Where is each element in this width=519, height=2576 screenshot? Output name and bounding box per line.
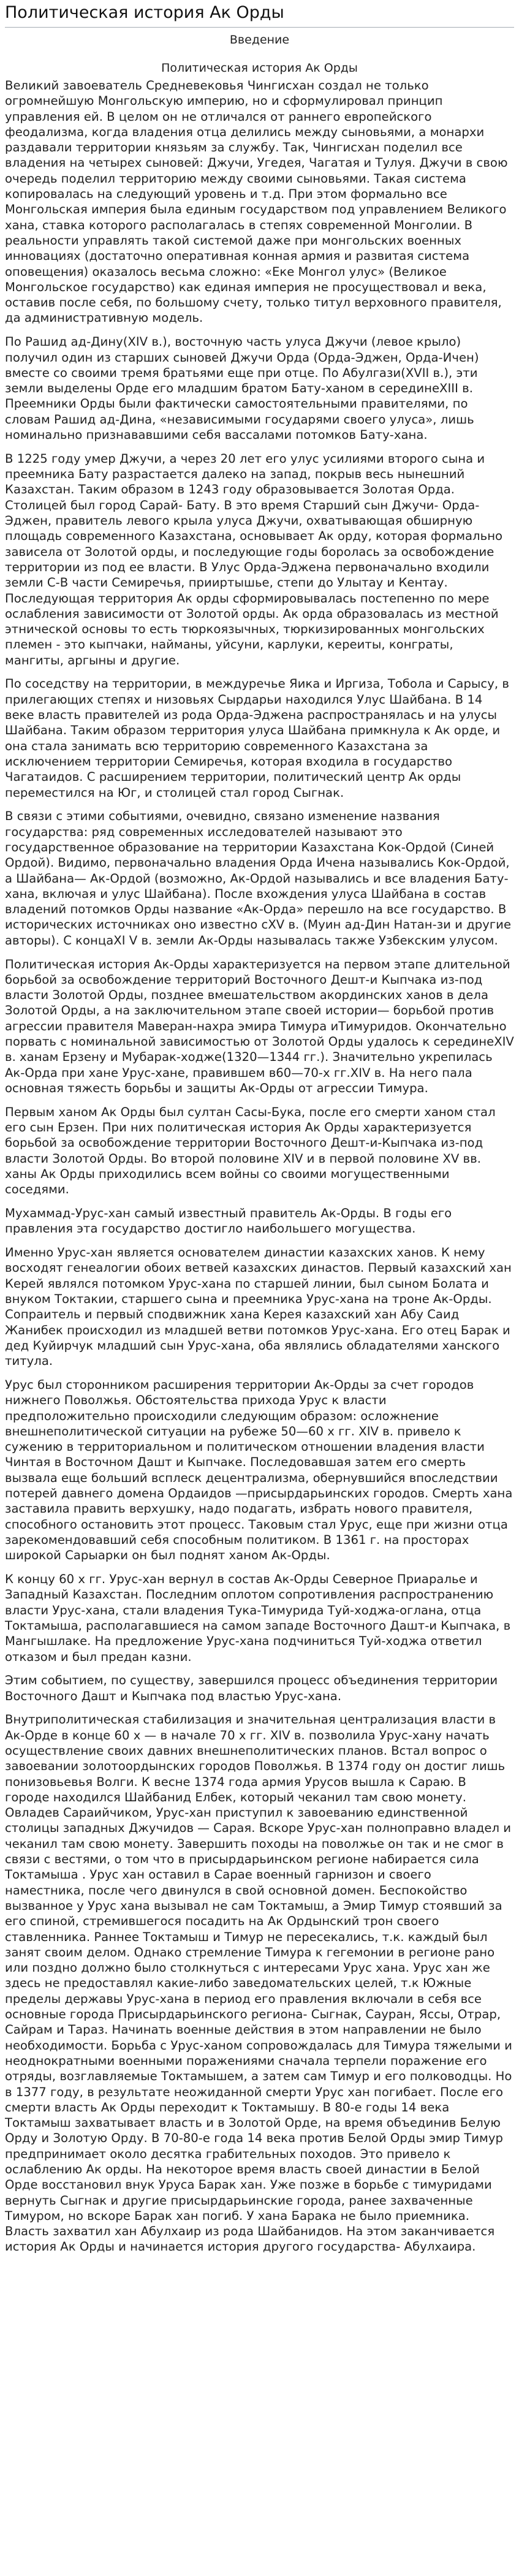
paragraph: Именно Урус-хан является основателем династии казахских ханов. К нему восходят генеалогии обоих ветвей казахских династов. Первый казахский хан Керей являлся потомком Урус-хана по старшей линии, был сыном Болата и внуком Токтакии, старшего сына и преемника Урус-хана на троне Ак-Орды. Сопраитель и первый сподвижник хана Керея казахский хан Абу Саид Жанибек происходил из младшей ветви потомков Урус-хана. Его отец Барак и дед Куйирчук младший сын Урус-хана, оба являлись обладателями ханского титула.: [5, 1245, 512, 1369]
paragraph: Мухаммад-Урус-хан самый известный правитель Ак-Орды. В годы его правления эта государство достигло наибольшего могущества.: [5, 1206, 452, 1236]
article-subheading: Политическая история Ак Орды: [161, 61, 358, 75]
paragraph: Первым ханом Ак Орды был султан Сасы-Бука, после его смерти ханом стал его сын Ерзен. При них политическая история Ак Орды характеризуется борьбой за освобождение территории Восточного Дешт-и-Кыпчака из-под власти Золотой Орды. Во второй половине XIV и в первой половине XV вв. ханы Ак Орды приходились всем войны со своими могущественными соседями.: [5, 1104, 496, 1197]
paragraph: К концу 60 х гг. Урус-хан вернул в состав Ак-Орды Северное Приаралье и Западный Казахстан. Последним оплотом сопротивления распространению власти Урус-хана, стали владения Тука-Тимурида Туй-ходжа-оглана, отца Токтамыша, располагавшиеся на самом западе Восточного Дашт-и Кыпчака, в Мангышлаке. На предложение Урус-хана подчиниться Туй-ходжа ответил отказом и был предан казни.: [5, 1572, 511, 1664]
article-body: [5, 61, 514, 2255]
section-heading-introduction: Введение: [229, 33, 290, 47]
paragraph: Внутриполитическая стабилизация и значительная централизация власти в Ак-Орде в конце 60 х — в начале 70 х гг. XIV в. позволила Урус-хану начать осуществление своих давних внешнеполитических планов. Встал вопрос о завоевании золотоордынских городов Поволжья. В 1374 году он достиг лишь понизовьевья Волги. К весне 1374 года армия Урусов вышла к Сараю. В городе находился Шайбанид Елбек, который чеканил там свою монету. Овладев Сараийчиком, Урус-хан приступил к завоеванию единственной столицы западных Джучидов — Сарая. Вскоре Урус-хан полноправно владел и чеканил там свою монету. Завершить походы на поволжье он так и не смог в связи с вестями, о том что в присырдарьинском регионе набирается сила Токтамыша . Урус хан оставил в Сарае военный гарнизон и своего наместника, после чего двинулся в свой основной домен. Беспокойство вызванное у Урус хана вызывал не сам Токтамыш, а Эмир Тимур стоявший за его спиной, стремившегося посадить на Ак Ордынский трон своего ставленника. Раннее Токтамыш и Тимур не пересекались, т.к. каждый был занят своим делом. Однако стремление Тимура к гегемонии в регионе рано или поздно должно было столкнуться с интересами Урус хана. Урус хан же здесь не предоставлял какие-либо заведомательских целей, т.к Южные пределы державы Урус-хана в период его правления включали в себя все основные города Присырдарьинского региона- Сыгнак, Сауран, Яссы, Отрар, Сайрам и Тараз. Начинать военные действия в этом направлении не было необходимости. Борьба с Урус-ханом сопровождалась для Тимура тяжелыми и неоднократными военными поражениями сначала терпели поражение его отряды, возглавляемые Токтамышем, а затем сам Тимур и его полководцы. Но в 1377 году, в результате неожиданной смерти Урус хан погибает. После его смерти власть Ак Орды переходит к Токтамышу. В 80-е годы 14 века Токтамыш захватывает власть и в Золотой Орде, на время объединив Белую Орду и Золотую Орду. В 70-80-е года 14 века против Белой Орды эмир Тимур предпринимает около десятка грабительных походов. Это привело к ослаблению Ак орды. На некоторое время власть своей династии в Белой Орде восстановил внук Уруса Барак хан. Уже позже в борьбе с тимуридами вернуть Сыгнак и другие присырдарьинские города, ранее захваченные Тимуром, но вскоре Барак хан погиб. У хана Барака не было приемника. Власть захватил хан Абулхаир из рода Шайбанидов. На этом заканчивается история Ак Орды и начинается история другого государства- Абулхаира.: [5, 1712, 512, 2254]
paragraph: По Рашид ад-Дину(XIV в.), восточную часть улуса Джучи (левое крыло) получил один из старших сыновей Джучи Орда (Орда-Эджен, Орда-Ичен) вместе со своими тремя братьями еще при отце. По Абулгази(XVII в.), эти земли выделены Орде его младшим братом Бату-ханом в серединеXIII в. Преемники Орды были фактически самостоятельными правителями, по словам Рашид ад-Дина, «независимыми государями своего улуса», лишь номинально признававшими себя вассалами потомков Бату-хана.: [5, 335, 479, 443]
paragraph: В связи с этими событиями, очевидно, связано изменение названия государства: ряд современных исследователей называют это государственное образование на территории Казахстана Кок-Ордой (Синей Ордой). Видимо, первоначально владения Орда Ичена назывались Кок-Ордой, а Шайбана— Ак-Ордой (возможно, Ак-Ордой назывались и все владения Бату-хана, включая и улус Шайбана). После вхождения улуса Шайбана в состав владений потомков Орды название «Ак-Орда» перешло на все государство. В исторических источниках оно известно сXV в. (Муин ад-Дин Натан-зи и другие авторы). С концаXI V в. земли Ак-Орды называлась также Узбекским улусом.: [5, 809, 512, 948]
paragraph: Великий завоеватель Средневековья Чингисхан создал не только огромнейшую Монгольскую империю, но и сформулировал принцип управления ей. В целом он не отличался от раннего европейского феодализма, когда владения отца делились между сыновьями, а монархи раздавали территории князьям за службу. Так, Чингисхан поделил все владения на четырех сыновей: Джучи, Угедея, Чагатая и Тулуя. Джучи в свою очередь поделил территорию между своими сыновьями. Такая система копировалась на следующий уровень и т.д. При этом формально все Монгольская империя была единым государством под управлением Великого хана, ставка которого располагалась в степях современной Монголии. В реальности управлять такой системой даже при монгольских военных инновациях (достаточно оперативная конная армия и развитая система оповещения) оказалось весьма сложно: «Еке Монгол улус» (Великое Монгольское государство) как единая империя не просуществовал и века, оставив после себя, по большому счету, только титул верховного правителя, да административную модель.: [5, 78, 508, 325]
page-title: Политическая история Ак Орды: [5, 0, 514, 28]
paragraph: По соседству на территории, в междуречье Яика и Иргиза, Тобола и Сарысу, в прилегающих степях и низовьях Сырдарьи находился Улус Шайбана. В 14 веке власть правителей из рода Орда-Эджена распространялась и на улусы Шайбана. Таким образом территория улуса Шайбана примкнула к Ак орде, и она стала занимать всю территорию современного Казахстана за исключением территории Семиречья, которая входила в государство Чагатаидов. С расширением территории, политический центр Ак орды переместился на Юг, и столицей стал город Сыгнак.: [5, 677, 509, 800]
paragraph: Этим событием, по существу, завершился процесс объединения территории Восточного Дашт и Кыпчака под властью Урус-хана.: [5, 1673, 498, 1703]
paragraph: В 1225 году умер Джучи, а через 20 лет его улус усилиями второго сына и преемника Бату разрастается далеко на запад, покрыв весь нынешний Казахстан. Таким образом в 1243 году образовывается Золотая Орда. Столицей был город Сарай- Бату. В это время Старший сын Джучи- Орда-Эджен, правитель левого крыла улуса Джучи, охватывающая обширную площадь современного Казахстана, основывает Ак орду, которая формально зависела от Золотой орды, и последующие годы боролась за освобождение территории из под ее власти. В Улус Орда-Эджена первоначально входили земли С-В части Семиречья, прииртышье, степи до Улытау и Кентау. Последующая территория Ак орды сформировывалась постепенно по мере ослабления зависимости от Золотой орды. Ак орда образовалась из местной этнической основы то есть тюркоязычных, тюркизированных монгольских племен - это кыпчаки, найманы, уйсуни, карлуки, кереиты, конграты, мангиты, аргыны и другие.: [5, 451, 503, 667]
paragraph: Политическая история Ак-Орды характеризуется на первом этапе длительной борьбой за освобождение территорий Восточного Дешт-и Кыпчака из-под власти Золотой Орды, позднее вмешательством акординских ханов в дела Золотой Орды, а на заключительном этапе своей истории— борьбой против агрессии правителя Маверан-нахра эмира Тимура иТимуридов. Окончательно порвать с номинальной зависимостью от Золотой Орды удалось к серединеXIV в. ханам Ерзену и Мубарак-ходже(1320—1344 гг.). Значительно укрепилась Ак-Орда при хане Урус-хане, правившем в60—70-х гг.XIV в. На него пала основная тяжесть борьбы и защиты Ак-Орды от агрессии Тимура.: [5, 957, 514, 1095]
paragraph: Урус был сторонником расширения территории Ак-Орды за счет городов нижнего Поволжья. Обстоятельства прихода Урус к власти предположительно происходили следующим образом: осложнение внешнеполитической ситуации на рубеже 50—60 х гг. XIV в. привело к сужению в территориальном и политическом отношении владения власти Чинтая в Восточном Дашт и Кыпчаке. Последовавшая затем его смерть вызвала еще больший всплеск децентрализма, обернувшийся впоследствии потерей давнего домена Ордаидов —присырдарьинских городов. Смерть хана заставила править верхушку, надо подагать, избрать нового правителя, способного остановить этот процесс. Таковым стал Урус, еще при жизни отца зарекомендовавший себя способным политиком. В 1361 г. на просторах широкой Сарыарки он был поднят ханом Ак-Орды.: [5, 1377, 513, 1563]
